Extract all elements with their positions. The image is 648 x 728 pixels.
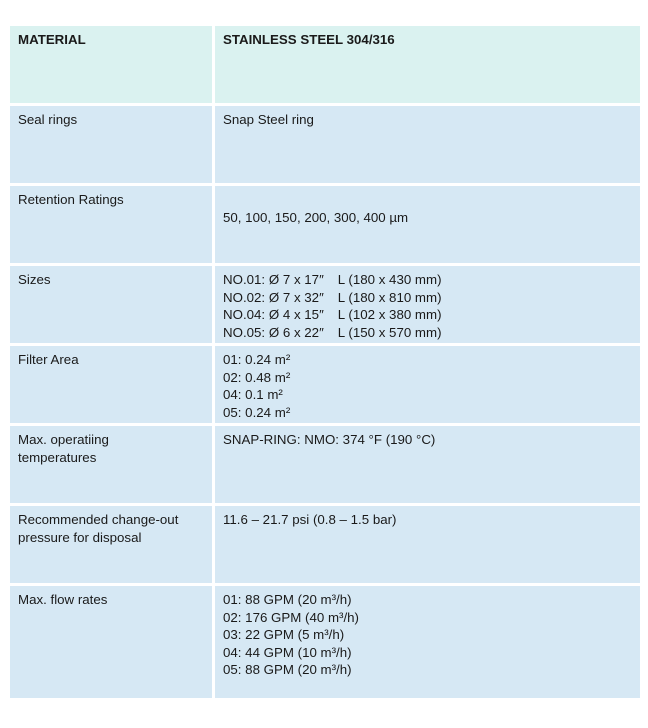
size-model: NO.05: Ø 6 x 22″ [223, 324, 324, 340]
table-row [10, 106, 640, 186]
row-label [10, 506, 215, 583]
value-line: 01: 88 GPM (20 m³/h) [223, 592, 352, 607]
table-row [10, 506, 640, 586]
row-value [215, 346, 640, 423]
value-line: 02: 0.48 m² [223, 369, 291, 385]
size-model: NO.01: Ø 7 x 17″ [223, 272, 324, 287]
value-line: Snap Steel ring [223, 112, 314, 127]
value-line: 50, 100, 150, 200, 300, 400 µm [223, 209, 409, 225]
size-dims: L (102 x 380 mm) [337, 307, 442, 322]
value-line [223, 289, 632, 307]
label-line: temperatures [18, 449, 97, 465]
header-value: STAINLESS STEEL 304/316 [215, 26, 640, 103]
spec-table [10, 26, 640, 698]
label-line: Recommended change-out [18, 512, 179, 527]
size-dims: L (180 x 430 mm) [337, 272, 442, 287]
row-label: Max. flow rates [10, 586, 215, 698]
row-label: Sizes [10, 266, 215, 343]
table-row [10, 346, 640, 426]
label-line: Max. operatiing [18, 432, 109, 447]
value-line: SNAP-RING: NMO: 374 °F (190 °C) [223, 432, 436, 447]
value-line: 05: 0.24 m² [223, 404, 291, 420]
size-dims: L (150 x 570 mm) [337, 324, 442, 340]
table-row [10, 266, 640, 346]
value-line [223, 306, 632, 324]
value-line: 11.6 – 21.7 psi (0.8 – 1.5 bar) [223, 512, 397, 527]
row-value [215, 426, 640, 503]
row-label: Seal rings [10, 106, 215, 183]
row-value [215, 506, 640, 583]
row-value [215, 186, 640, 263]
row-label [10, 426, 215, 503]
value-line: 01: 0.24 m² [223, 352, 291, 367]
value-line: 04: 44 GPM (10 m³/h) [223, 644, 352, 660]
size-model: NO.02: Ø 7 x 32″ [223, 289, 324, 305]
size-dims: L (180 x 810 mm) [337, 289, 442, 305]
table-header-row [10, 26, 640, 106]
value-line [223, 324, 632, 342]
row-label: Retention Ratings [10, 186, 215, 263]
row-value [215, 106, 640, 183]
value-line [223, 191, 632, 209]
value-line: 05: 88 GPM (20 m³/h) [223, 662, 352, 677]
value-line [223, 271, 632, 289]
row-value [215, 586, 640, 698]
row-value [215, 266, 640, 343]
table-row [10, 586, 640, 698]
table-row [10, 426, 640, 506]
value-line: 04: 0.1 m² [223, 387, 283, 402]
table-row [10, 186, 640, 266]
row-label: Filter Area [10, 346, 215, 423]
value-line: 02: 176 GPM (40 m³/h) [223, 609, 359, 625]
header-label: MATERIAL [10, 26, 215, 103]
size-model: NO.04: Ø 4 x 15″ [223, 307, 324, 322]
label-line: pressure for disposal [18, 529, 142, 545]
value-line: 03: 22 GPM (5 m³/h) [223, 627, 345, 642]
